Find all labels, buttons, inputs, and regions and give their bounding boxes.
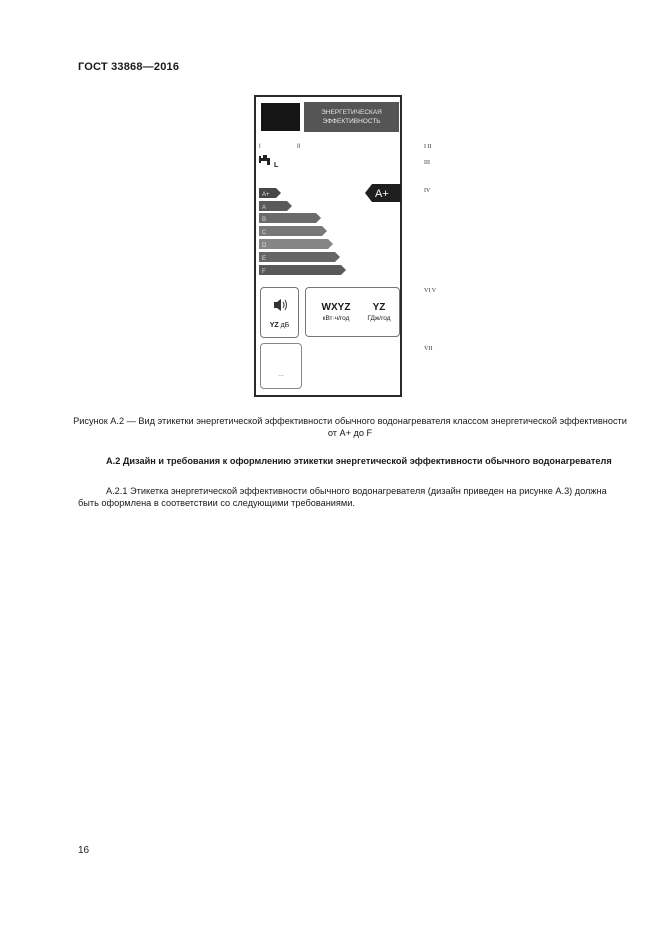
energy-kwh-unit: кВт·ч/год xyxy=(322,315,350,322)
class-bar-e xyxy=(259,252,340,262)
class-bar-a-plus xyxy=(259,188,281,198)
svg-text:D: D xyxy=(262,243,267,249)
svg-text:A: A xyxy=(262,205,267,211)
rating-class-label: A+ xyxy=(375,188,389,200)
energy-gj-unit: ГДж/год xyxy=(367,315,391,322)
tap-size-letter: L xyxy=(274,162,279,169)
svg-text:C: C xyxy=(262,230,267,236)
class-bar-b xyxy=(259,213,321,223)
energy-kwh-value: WXYZ xyxy=(321,302,351,313)
efficiency-scale xyxy=(259,188,351,278)
class-bar-a xyxy=(259,201,292,211)
document-header: ГОСТ 33868—2016 xyxy=(78,61,180,73)
sound-unit: дБ xyxy=(280,322,290,329)
body-paragraph: А.2.1 Этикетка энергетической эффективности обычного водонагревателя (дизайн приведен на рисунке А.3) должна быть оформлена в соответствии со следующими требованиями. xyxy=(78,486,607,508)
label-logo-block xyxy=(261,103,300,131)
svg-text:E: E xyxy=(262,256,267,262)
sound-value: YZ xyxy=(269,322,279,329)
rating-arrow xyxy=(365,184,401,202)
annotation-iv: IV xyxy=(424,188,431,194)
class-label: A+ xyxy=(262,192,270,198)
section-heading: А.2 Дизайн и требования к оформлению этикетки энергетической эффективности обычного водонагревателя xyxy=(106,456,612,466)
label-title xyxy=(304,102,399,132)
sound-speaker-icon xyxy=(273,298,289,312)
regulation-box xyxy=(260,343,302,389)
annotation-vi-v: VI V xyxy=(424,288,437,294)
svg-text:B: B xyxy=(262,217,267,223)
label-marker-ii: II xyxy=(297,144,301,150)
energy-gj-value: YZ xyxy=(372,302,386,313)
class-bar-c xyxy=(259,226,327,236)
annotation-vii: VII xyxy=(424,346,433,352)
annotation-i-ii: I II xyxy=(424,144,432,150)
annotation-iii: III xyxy=(424,160,430,166)
svg-text:F: F xyxy=(262,269,266,275)
page-number: 16 xyxy=(78,845,90,856)
class-bar-f xyxy=(259,265,346,275)
label-title-line2: ЭФФЕКТИВНОСТЬ xyxy=(322,118,381,125)
label-title-line1: ЭНЕРГЕТИЧЕСКАЯ xyxy=(321,109,382,116)
regulation-text: … xyxy=(278,372,284,378)
label-marker-i: I xyxy=(259,144,261,150)
energy-consumption-box xyxy=(305,287,400,337)
class-bar-d xyxy=(259,239,333,249)
sound-level-box xyxy=(260,287,299,338)
figure-caption: Рисунок А.2 — Вид этикетки энергетической эффективности обычного водонагревателя классом энергетической эффективности от А+ до F xyxy=(73,416,627,438)
